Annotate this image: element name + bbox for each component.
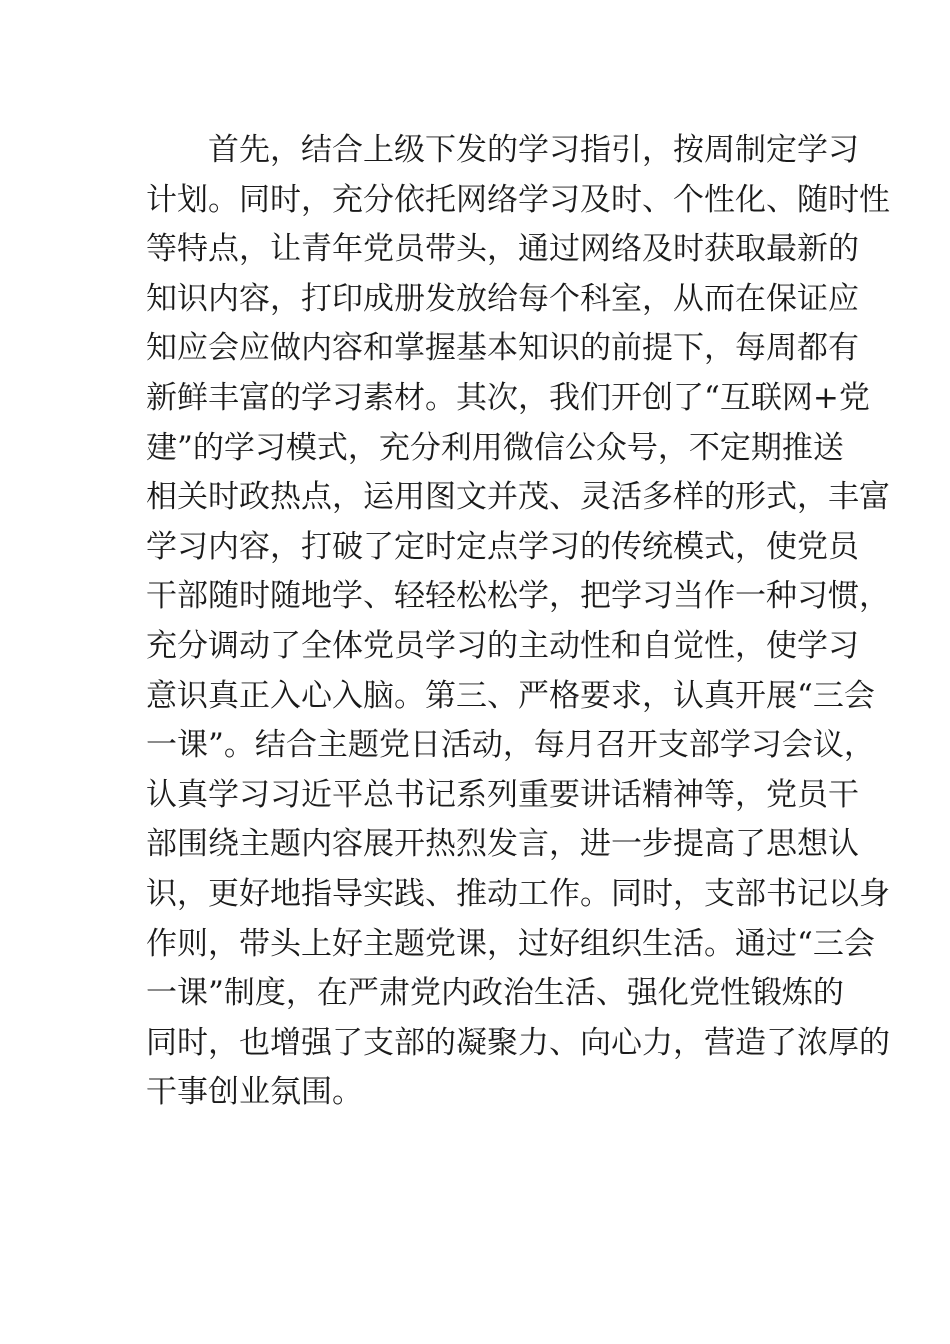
paragraph-line: 识，更好地指导实践、推动工作。同时，支部书记以身 (146, 875, 890, 912)
paragraph-line: 意识真正入心入脑。第三、严格要求，认真开展“三会 (146, 677, 875, 714)
paragraph-line: 等特点，让青年党员带头，通过网络及时获取最新的 (146, 231, 859, 268)
paragraph-line: 干事创业氛围。 (146, 1074, 363, 1111)
paragraph-line: 同时，也增强了支部的凝聚力、向心力，营造了浓厚的 (146, 1024, 890, 1061)
paragraph-line: 学习内容，打破了定时定点学习的传统模式，使党员 (146, 528, 859, 565)
paragraph-line: 相关时政热点，运用图文并茂、灵活多样的形式，丰富 (146, 479, 890, 516)
paragraph-line: 一课”制度，在严肃党内政治生活、强化党性锻炼的 (146, 975, 844, 1012)
paragraph-line: 计划。同时，充分依托网络学习及时、个性化、随时性 (146, 181, 890, 218)
paragraph-line: 知识内容，打印成册发放给每个科室，从而在保证应 (146, 280, 859, 317)
paragraph-line: 知应会应做内容和掌握基本知识的前提下，每周都有 (146, 330, 859, 367)
paragraph-line: 部围绕主题内容展开热烈发言，进一步提高了思想认 (146, 826, 859, 863)
paragraph-line: 建”的学习模式，充分利用微信公众号，不定期推送 (146, 429, 844, 466)
paragraph-line: 作则，带头上好主题党课，过好组织生活。通过“三会 (146, 925, 875, 962)
paragraph-line: 干部随时随地学、轻轻松松学，把学习当作一种习惯， (146, 578, 890, 615)
paragraph-line: 认真学习习近平总书记系列重要讲话精神等，党员干 (146, 776, 859, 813)
body-paragraph (146, 126, 890, 1118)
paragraph-line: 一课”。结合主题党日活动，每月召开支部学习会议， (146, 727, 875, 764)
paragraph-line: 新鲜丰富的学习素材。其次，我们开创了“互联网+党 (146, 379, 870, 416)
paragraph-line: 首先，结合上级下发的学习指引，按周制定学习 (208, 132, 859, 168)
paragraph-line: 充分调动了全体党员学习的主动性和自觉性，使学习 (146, 627, 859, 664)
